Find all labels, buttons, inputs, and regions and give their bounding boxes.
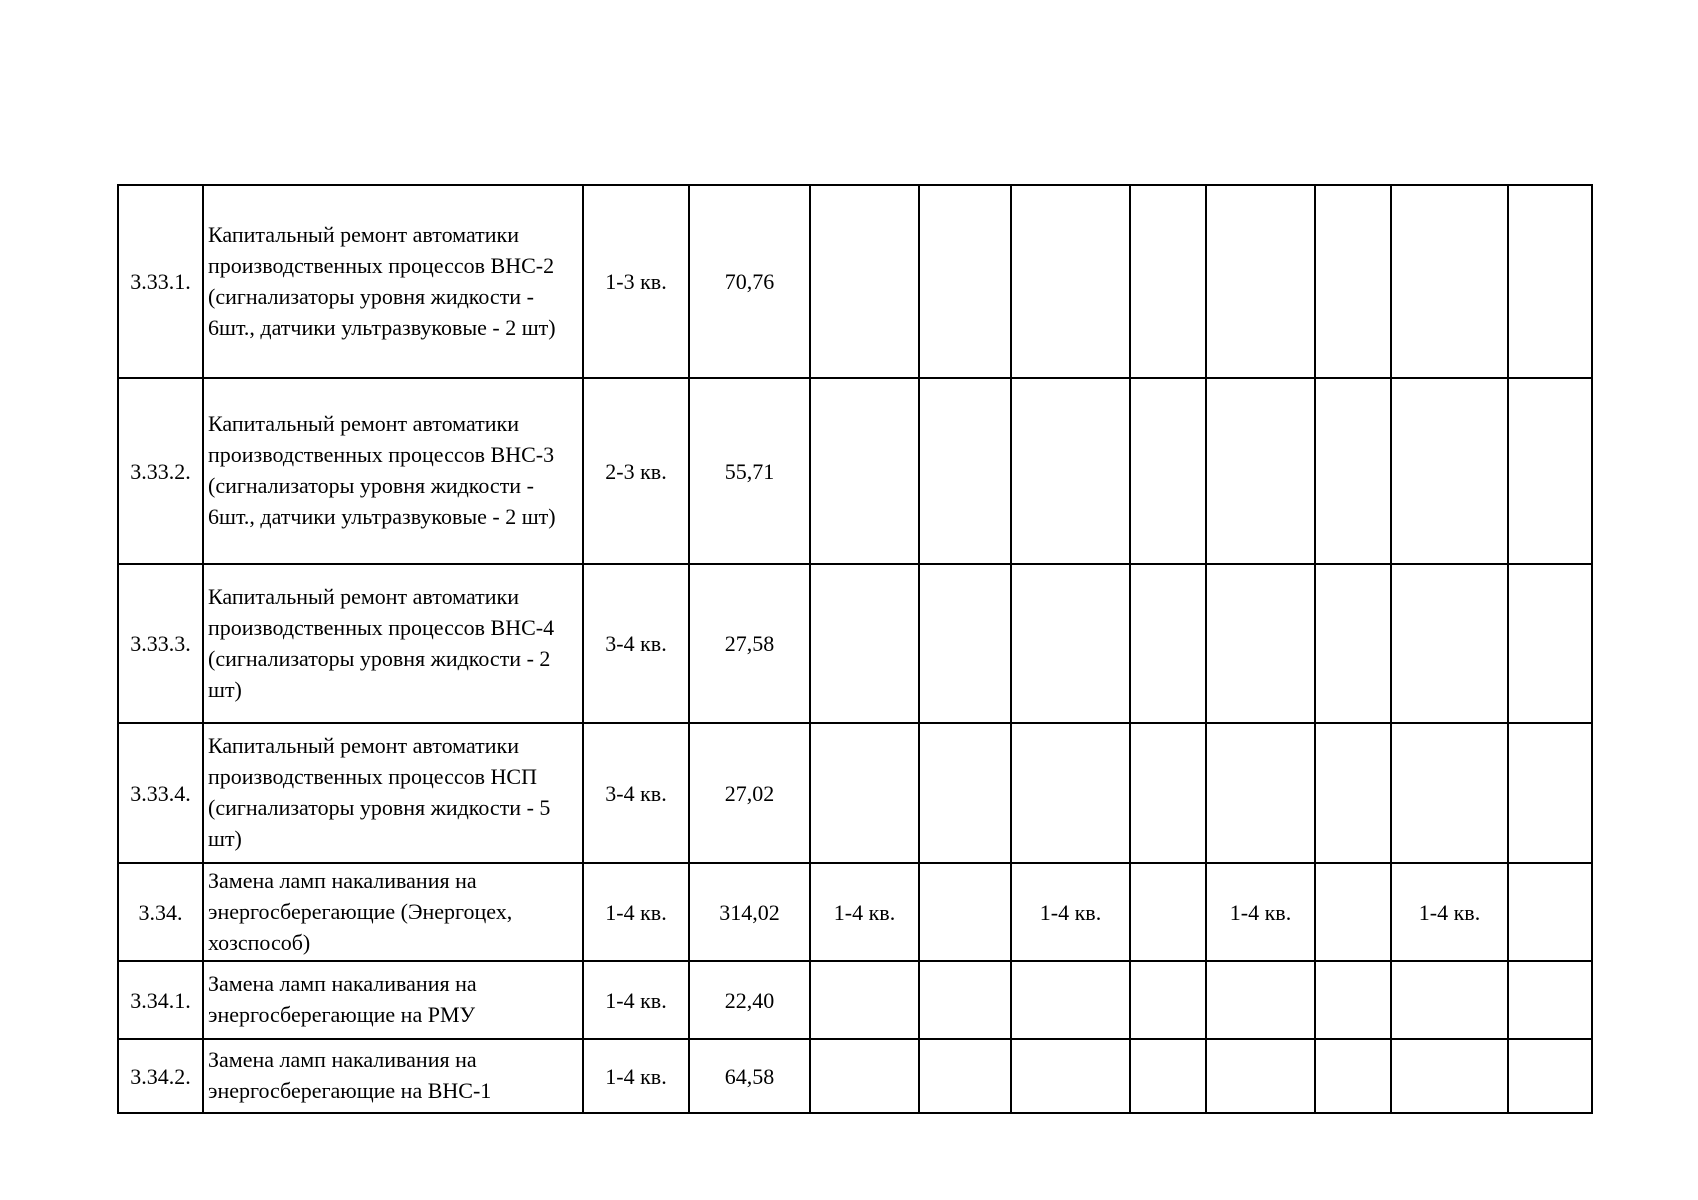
period-cell-text: 1-3 кв.	[605, 269, 667, 294]
schedule-cell	[1130, 185, 1206, 378]
schedule-cell	[1130, 1039, 1206, 1113]
period-cell	[583, 961, 689, 1039]
row-number-cell-text: 3.34.1.	[130, 987, 191, 1013]
amount-cell-text: 27,58	[724, 631, 775, 656]
description-cell	[203, 1039, 583, 1113]
schedule-cell	[1011, 564, 1130, 723]
period-cell	[583, 863, 689, 961]
schedule-cell	[1391, 863, 1508, 961]
schedule-cell-text: 1-4 кв.	[1418, 899, 1481, 925]
description-cell-text: Капитальный ремонт автоматики производственных процессов ВНС-3 (сигнализаторы уровня жидкости - 6шт., датчики ультразвуковые - 2 шт)	[208, 411, 556, 529]
description-cell-text: Замена ламп накаливания на энергосберегающие (Энергоцех, хозспособ)	[208, 867, 513, 955]
description-cell	[203, 564, 583, 723]
amount-cell	[689, 961, 810, 1039]
schedule-cell	[1315, 564, 1391, 723]
row-number-cell	[118, 185, 203, 378]
row-number-cell-text: 3.33.4.	[130, 780, 191, 806]
table-row	[118, 185, 1592, 378]
row-number-cell	[118, 564, 203, 723]
schedule-cell	[1011, 1039, 1130, 1113]
description-cell-text: Капитальный ремонт автоматики производственных процессов ВНС-2 (сигнализаторы уровня жидкости - 6шт., датчики ультразвуковые - 2 шт)	[208, 221, 556, 340]
table-row	[118, 378, 1592, 564]
schedule-cell	[1315, 863, 1391, 961]
schedule-cell	[810, 863, 919, 961]
schedule-cell	[1206, 863, 1315, 961]
description-cell-text: Замена ламп накаливания на энергосберегающие на ВНС-1	[208, 1047, 492, 1103]
schedule-cell	[1508, 185, 1592, 378]
schedule-cell	[1011, 185, 1130, 378]
schedule-cell	[1508, 723, 1592, 863]
amount-cell	[689, 1039, 810, 1113]
amount-cell	[689, 185, 810, 378]
description-cell	[203, 378, 583, 564]
amount-cell-text: 70,76	[724, 269, 775, 294]
schedule-cell	[1315, 185, 1391, 378]
schedule-cell-text: 1-4 кв.	[833, 899, 896, 925]
schedule-cell	[1206, 961, 1315, 1039]
period-cell-text: 1-4 кв.	[605, 987, 667, 1013]
schedule-cell-text: 1-4 кв.	[1229, 899, 1292, 925]
schedule-cell	[1130, 378, 1206, 564]
row-number-cell	[118, 863, 203, 961]
schedule-cell	[1315, 723, 1391, 863]
amount-cell	[689, 378, 810, 564]
row-number-cell-text: 3.33.3.	[130, 631, 191, 656]
schedule-cell	[1508, 961, 1592, 1039]
schedule-cell	[1508, 378, 1592, 564]
period-cell	[583, 185, 689, 378]
schedule-cell	[1130, 961, 1206, 1039]
amount-cell-text: 22,40	[724, 987, 775, 1013]
description-cell	[203, 185, 583, 378]
schedule-cell	[1011, 961, 1130, 1039]
period-cell-text: 1-4 кв.	[605, 1063, 667, 1089]
schedule-cell	[1130, 564, 1206, 723]
amount-cell	[689, 723, 810, 863]
description-cell-text: Капитальный ремонт автоматики производственных процессов ВНС-4 (сигнализаторы уровня жидкости - 2 шт)	[208, 583, 555, 702]
period-cell	[583, 1039, 689, 1113]
schedule-cell	[1206, 185, 1315, 378]
schedule-cell	[1391, 378, 1508, 564]
schedule-cell	[1508, 863, 1592, 961]
schedule-cell	[810, 961, 919, 1039]
schedule-cell	[1206, 378, 1315, 564]
schedule-cell	[919, 564, 1011, 723]
row-number-cell-text: 3.33.2.	[130, 458, 191, 484]
amount-cell-text: 314,02	[719, 899, 780, 925]
description-cell	[203, 723, 583, 863]
table-row	[118, 961, 1592, 1039]
schedule-cell	[919, 863, 1011, 961]
amount-cell-text: 27,02	[724, 780, 775, 806]
table-row	[118, 564, 1592, 723]
schedule-cell	[919, 723, 1011, 863]
period-cell	[583, 723, 689, 863]
period-cell-text: 1-4 кв.	[605, 899, 667, 925]
table-row	[118, 723, 1592, 863]
period-cell	[583, 564, 689, 723]
description-cell-text: Капитальный ремонт автоматики производственных процессов НСП (сигнализаторы уровня жидкости - 5 шт)	[208, 733, 551, 851]
schedule-cell	[810, 378, 919, 564]
schedule-cell	[810, 185, 919, 378]
schedule-cell	[1315, 961, 1391, 1039]
work-plan-table	[117, 184, 1593, 1114]
period-cell	[583, 378, 689, 564]
schedule-cell	[1508, 564, 1592, 723]
period-cell-text: 3-4 кв.	[605, 780, 667, 806]
row-number-cell	[118, 723, 203, 863]
schedule-cell	[810, 564, 919, 723]
schedule-cell-text: 1-4 кв.	[1039, 899, 1102, 925]
row-number-cell-text: 3.34.2.	[130, 1063, 191, 1089]
schedule-cell	[1391, 185, 1508, 378]
schedule-cell	[1391, 564, 1508, 723]
period-cell-text: 2-3 кв.	[605, 458, 667, 484]
period-cell-text: 3-4 кв.	[605, 631, 667, 656]
description-cell	[203, 961, 583, 1039]
table-row	[118, 1039, 1592, 1113]
amount-cell	[689, 863, 810, 961]
schedule-cell	[810, 723, 919, 863]
schedule-cell	[1130, 863, 1206, 961]
table-row	[118, 863, 1592, 961]
schedule-cell	[810, 1039, 919, 1113]
schedule-cell	[919, 1039, 1011, 1113]
description-cell	[203, 863, 583, 961]
schedule-cell	[1206, 564, 1315, 723]
schedule-cell	[1508, 1039, 1592, 1113]
schedule-cell	[1391, 961, 1508, 1039]
schedule-cell	[1011, 378, 1130, 564]
schedule-cell	[1011, 863, 1130, 961]
amount-cell	[689, 564, 810, 723]
amount-cell-text: 64,58	[724, 1063, 775, 1089]
schedule-cell	[1206, 1039, 1315, 1113]
row-number-cell	[118, 1039, 203, 1113]
schedule-cell	[1315, 1039, 1391, 1113]
schedule-cell	[1391, 723, 1508, 863]
row-number-cell	[118, 961, 203, 1039]
schedule-cell	[919, 378, 1011, 564]
table-body	[118, 185, 1592, 1113]
description-cell-text: Замена ламп накаливания на энергосберегающие на РМУ	[208, 971, 477, 1027]
schedule-cell	[1206, 723, 1315, 863]
schedule-cell	[1011, 723, 1130, 863]
row-number-cell-text: 3.33.1.	[130, 269, 191, 294]
schedule-cell	[919, 185, 1011, 378]
schedule-cell	[1391, 1039, 1508, 1113]
row-number-cell	[118, 378, 203, 564]
schedule-cell	[919, 961, 1011, 1039]
row-number-cell-text: 3.34.	[138, 899, 183, 925]
amount-cell-text: 55,71	[724, 458, 775, 484]
schedule-cell	[1130, 723, 1206, 863]
schedule-cell	[1315, 378, 1391, 564]
